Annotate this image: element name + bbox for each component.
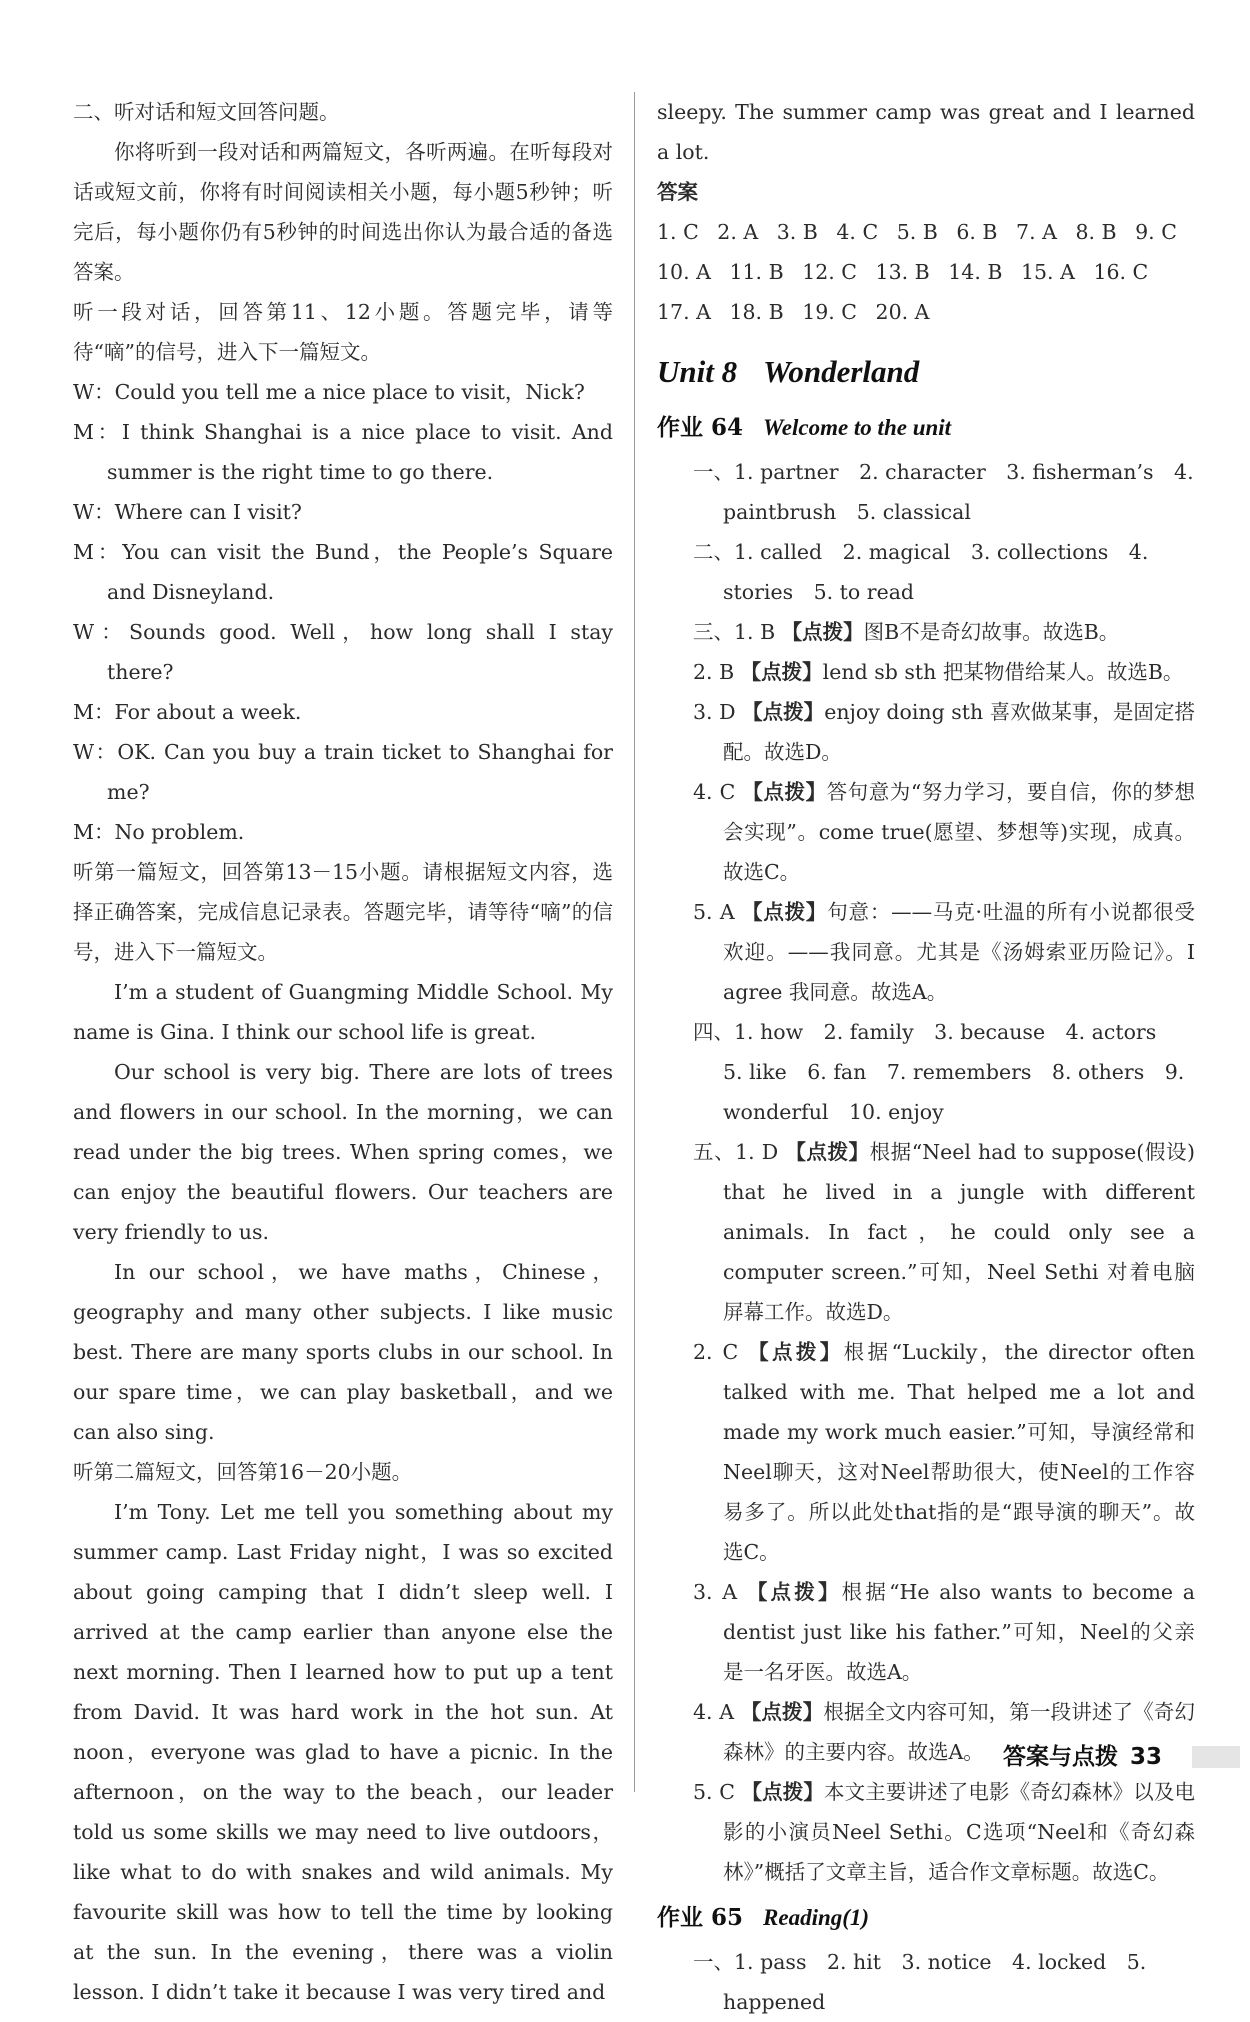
hw64-part3-item <box>657 652 1195 692</box>
homework-name: Reading(1) <box>763 1905 870 1930</box>
hint-text: 根据“Neel had to suppose(假设) that he lived in a jungle with different animals. In fact，he could only see a computer screen.”可知，Neel Sethi 对着电脑屏幕工作。故选D。 <box>723 1140 1196 1324</box>
page-number: 33 <box>1130 1744 1163 1770</box>
answer-item: 5. B <box>896 220 938 244</box>
section-heading: 二、听对话和短文回答问题。 <box>73 100 340 124</box>
hw64-part3-item <box>657 892 1195 1012</box>
passage1-intro: 听第一篇短文，回答第13－15小题。请根据短文内容，选择正确答案，完成信息记录表。答题完毕，请等待“嘀”的信号，进入下一篇短文。 <box>73 860 613 964</box>
passage2-intro: 听第二篇短文，回答第16－20小题。 <box>73 1460 413 1484</box>
hint-text: enjoy doing sth 喜欢做某事，是固定搭配。故选D。 <box>723 700 1195 764</box>
passage1-paragraph: In our school，we have maths，Chinese，geography and many other subjects. I like music best. There are many sports clubs in our school. In our spare time，we can play basketball，and we can also sing. <box>73 1260 613 1444</box>
answer-list <box>657 212 1195 332</box>
hint-tag: 【点拨】 <box>740 1700 824 1724</box>
hw64-part4: 四、1. how 2. family 3. because 4. actors 5. like 6. fan 7. remembers 8. others 9. wonderful 10. enjoy <box>693 1020 1185 1124</box>
left-column <box>73 92 613 2012</box>
item-number: 5. A <box>693 900 735 924</box>
dialogue-line: M：You can visit the Bund，the People’s Square and Disneyland. <box>73 540 613 604</box>
dialogue-line: W：Sounds good. Well，how long shall I stay there? <box>73 620 613 684</box>
dialogue-line: W：OK. Can you buy a train ticket to Shanghai for me? <box>73 740 613 804</box>
hint-text: 根据“He also wants to become a dentist just like his father.”可知，Neel的父亲是一名牙医。故选A。 <box>723 1580 1195 1684</box>
item-number: 三、1. B <box>693 620 776 644</box>
hw64-part5-item <box>657 1332 1195 1572</box>
dialogue-line: W：Could you tell me a nice place to visit，Nick? <box>73 380 585 404</box>
hint-text: lend sb sth 把某物借给某人。故选B。 <box>822 660 1184 684</box>
homework-64-heading <box>657 408 1195 448</box>
dialogue-line: M：For about a week. <box>73 700 302 724</box>
item-number: 3. D <box>693 700 736 724</box>
hint-tag: 【点拨】 <box>742 780 827 804</box>
item-number: 五、1. D <box>693 1140 779 1164</box>
passage2-end: sleepy. The summer camp was great and I learned a lot. <box>657 100 1195 164</box>
hint-tag: 【点拨】 <box>781 620 864 644</box>
answer-item: 14. B <box>948 260 1003 284</box>
homework-name: Welcome to the unit <box>763 415 952 440</box>
dialogue-line: W：Where can I visit? <box>73 500 302 524</box>
answer-item: 11. B <box>729 260 784 284</box>
hint-tag: 【点拨】 <box>742 700 825 724</box>
answer-item: 7. A <box>1016 220 1057 244</box>
hint-tag: 【点拨】 <box>785 1140 870 1164</box>
hw65-part1: 一、1. pass 2. hit 3. notice 4. locked 5. happened <box>693 1950 1147 2014</box>
answer-item: 9. C <box>1135 220 1177 244</box>
hw64-part3-item <box>657 612 1195 652</box>
unit-name: Wonderland <box>763 354 920 389</box>
hint-text: 句意：——马克·吐温的所有小说都很受欢迎。——我同意。尤其是《汤姆索亚历险记》。I agree 我同意。故选A。 <box>723 900 1196 1004</box>
hw64-part1: 一、1. partner 2. character 3. fisherman’s 4. paintbrush 5. classical <box>693 460 1194 524</box>
hw64-part3-item <box>657 692 1195 772</box>
answer-item: 20. A <box>875 300 930 324</box>
unit-title <box>657 350 1195 394</box>
answers-label: 答案 <box>657 180 698 204</box>
dialogue-line: M：No problem. <box>73 820 245 844</box>
hint-text: 答句意为“努力学习，要自信，你的梦想会实现”。come true(愿望、梦想等)实现，成真。故选C。 <box>723 780 1196 884</box>
hw64-part5-item <box>657 1572 1195 1692</box>
item-number: 2. C <box>693 1340 739 1364</box>
hw64-part5-item <box>657 1132 1195 1332</box>
right-column <box>657 92 1195 2022</box>
hw64-part2: 二、1. called 2. magical 3. collections 4. stories 5. to read <box>693 540 1149 604</box>
footer-label: 答案与点拨 <box>1003 1744 1118 1770</box>
hint-text: 本文主要讲述了电影《奇幻森林》以及电影的小演员Neel Sethi。C选项“Neel和《奇幻森林》”概括了文章主旨，适合作文章标题。故选C。 <box>723 1780 1196 1884</box>
homework-label: 作业 65 <box>657 1904 744 1931</box>
answer-item: 12. C <box>802 260 857 284</box>
hint-tag: 【点拨】 <box>740 660 823 684</box>
hint-tag: 【点拨】 <box>742 900 828 924</box>
hint-text: 图B不是奇幻故事。故选B。 <box>863 620 1120 644</box>
hint-tag: 【点拨】 <box>748 1340 844 1364</box>
hint-tag: 【点拨】 <box>746 1580 842 1604</box>
dialogue-line: M：I think Shanghai is a nice place to visit. And summer is the right time to go there. <box>73 420 613 484</box>
answer-item: 16. C <box>1093 260 1149 284</box>
answer-item: 2. A <box>717 220 759 244</box>
hw64-part3-item <box>657 772 1195 892</box>
answer-item: 4. C <box>836 220 879 244</box>
page-footer <box>1003 1738 1162 1771</box>
hint-tag: 【点拨】 <box>741 1780 825 1804</box>
answer-item: 10. A <box>657 260 711 284</box>
item-number: 4. A <box>693 1700 735 1724</box>
dialogue-intro: 听一段对话，回答第11、12小题。答题完毕，请等待“嘀”的信号，进入下一篇短文。 <box>73 300 613 364</box>
item-number: 2. B <box>693 660 735 684</box>
item-number: 5. C <box>693 1780 735 1804</box>
passage1-paragraph: I’m a student of Guangming Middle School. My name is Gina. I think our school life is great. <box>73 980 613 1044</box>
answer-item: 3. B <box>776 220 818 244</box>
answer-item: 17. A <box>657 300 711 324</box>
hw64-part5-item <box>657 1772 1195 1892</box>
homework-65-heading <box>657 1898 1195 1938</box>
hint-text: 根据“Luckily，the director often talked with me. That helped me a lot and made my work much easier.”可知，导演经常和Neel聊天，这对Neel帮助很大，使Neel的工作容易多了。所以此处that指的是“跟导演的聊天”。故选C。 <box>723 1340 1195 1564</box>
answer-item: 8. B <box>1075 220 1117 244</box>
answer-item: 1. C <box>657 220 699 244</box>
homework-label: 作业 64 <box>657 414 744 441</box>
passage2-paragraph: I’m Tony. Let me tell you something about my summer camp. Last Friday night，I was so excited about going camping that I didn’t sleep well. I arrived at the camp earlier than anyone else the next morning. Then I learned how to put up a tent from David. It was hard work in the hot sun. At noon，everyone was glad to have a picnic. In the afternoon，on the way to the beach，our leader told us some skills we may need to live outdoors，like what to do with snakes and wild animals. My favourite skill was how to tell the time by looking at the sun. In the evening，there was a violin lesson. I didn’t take it because I was very tired and <box>73 1500 613 2004</box>
footer-bar <box>1192 1746 1240 1768</box>
answer-item: 6. B <box>956 220 998 244</box>
hint-text: 根据全文内容可知，第一段讲述了《奇幻森林》的主要内容。故选A。 <box>723 1700 1196 1764</box>
column-divider <box>634 92 635 1792</box>
answer-item: 13. B <box>875 260 930 284</box>
unit-number: Unit 8 <box>657 354 738 389</box>
answer-item: 19. C <box>802 300 857 324</box>
item-number: 4. C <box>693 780 736 804</box>
answer-item: 15. A <box>1020 260 1075 284</box>
passage1-paragraph: Our school is very big. There are lots of trees and flowers in our school. In the morning，we can read under the big trees. When spring comes，we can enjoy the beautiful flowers. Our teachers are very friendly to us. <box>73 1060 613 1244</box>
instructions: 你将听到一段对话和两篇短文，各听两遍。在听每段对话或短文前，你将有时间阅读相关小题，每小题5秒钟；听完后，每小题你仍有5秒钟的时间选出你认为最合适的备选答案。 <box>73 140 613 284</box>
answer-item: 18. B <box>729 300 784 324</box>
item-number: 3. A <box>693 1580 738 1604</box>
